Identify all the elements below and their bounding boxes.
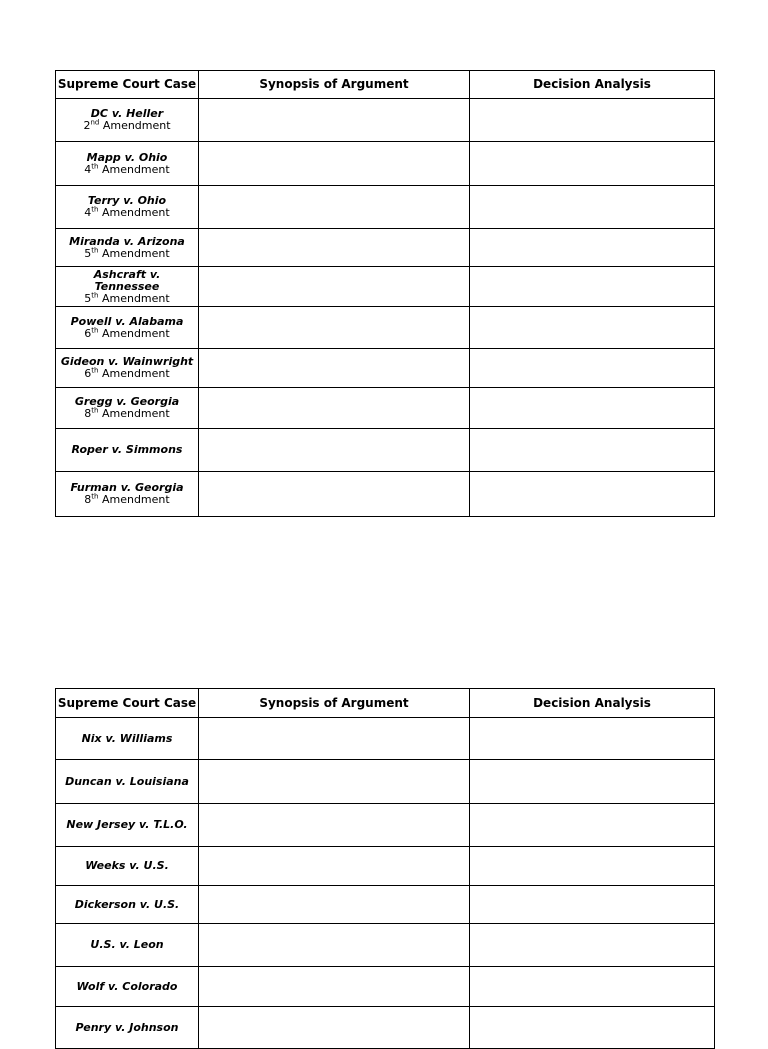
synopsis-cell[interactable] bbox=[199, 967, 470, 1007]
synopsis-cell[interactable] bbox=[199, 349, 470, 388]
case-name: Gregg v. Georgia bbox=[74, 395, 180, 408]
table-row bbox=[56, 847, 715, 886]
header-case: Supreme Court Case bbox=[56, 71, 199, 99]
case-cell bbox=[56, 186, 199, 229]
decision-cell[interactable] bbox=[470, 886, 715, 924]
amendment-label: 5th Amendment bbox=[84, 245, 170, 260]
table-row bbox=[56, 718, 715, 760]
case-name: U.S. v. Leon bbox=[90, 938, 164, 951]
synopsis-cell[interactable] bbox=[199, 142, 470, 186]
decision-cell[interactable] bbox=[470, 429, 715, 472]
amendment-label: 6th Amendment bbox=[84, 325, 170, 340]
case-cell bbox=[56, 388, 199, 429]
case-name: Roper v. Simmons bbox=[71, 443, 183, 456]
synopsis-cell[interactable] bbox=[199, 186, 470, 229]
case-name: Terry v. Ohio bbox=[87, 194, 167, 207]
case-cell bbox=[56, 229, 199, 267]
decision-cell[interactable] bbox=[470, 804, 715, 847]
synopsis-cell[interactable] bbox=[199, 307, 470, 349]
table-row bbox=[56, 886, 715, 924]
synopsis-cell[interactable] bbox=[199, 760, 470, 804]
case-table-2 bbox=[55, 688, 715, 1049]
case-name: Dickerson v. U.S. bbox=[74, 897, 180, 911]
case-cell bbox=[56, 1007, 199, 1049]
table-row bbox=[56, 99, 715, 142]
table-row bbox=[56, 967, 715, 1007]
table-row bbox=[56, 760, 715, 804]
case-cell bbox=[56, 886, 199, 924]
header-decision: Decision Analysis bbox=[470, 689, 715, 718]
case-table-1 bbox=[55, 70, 715, 517]
table-row bbox=[56, 388, 715, 429]
header-synopsis: Synopsis of Argument bbox=[199, 71, 470, 99]
decision-cell[interactable] bbox=[470, 718, 715, 760]
synopsis-cell[interactable] bbox=[199, 804, 470, 847]
case-cell bbox=[56, 307, 199, 349]
case-name: Gideon v. Wainwright bbox=[60, 355, 194, 368]
header-decision: Decision Analysis bbox=[470, 71, 715, 99]
case-name: Weeks v. U.S. bbox=[85, 859, 169, 872]
header-case: Supreme Court Case bbox=[56, 689, 199, 718]
case-cell bbox=[56, 349, 199, 388]
case-cell bbox=[56, 760, 199, 804]
decision-cell[interactable] bbox=[470, 1007, 715, 1049]
case-cell bbox=[56, 472, 199, 517]
decision-cell[interactable] bbox=[470, 388, 715, 429]
case-cell bbox=[56, 429, 199, 472]
table-row bbox=[56, 924, 715, 967]
table-row bbox=[56, 307, 715, 349]
case-name: Penry v. Johnson bbox=[75, 1020, 179, 1034]
amendment-label: 4th Amendment bbox=[84, 161, 170, 176]
decision-cell[interactable] bbox=[470, 760, 715, 804]
amendment-label: 6th Amendment bbox=[84, 366, 170, 380]
decision-cell[interactable] bbox=[470, 472, 715, 517]
decision-cell[interactable] bbox=[470, 267, 715, 307]
table-row bbox=[56, 142, 715, 186]
case-name: Duncan v. Louisiana bbox=[65, 774, 189, 788]
case-name: Furman v. Georgia bbox=[70, 481, 184, 494]
decision-cell[interactable] bbox=[470, 142, 715, 186]
table-row bbox=[56, 472, 715, 517]
case-cell bbox=[56, 847, 199, 886]
decision-cell[interactable] bbox=[470, 307, 715, 349]
table-row bbox=[56, 229, 715, 267]
case-cell bbox=[56, 99, 199, 142]
decision-cell[interactable] bbox=[470, 349, 715, 388]
decision-cell[interactable] bbox=[470, 186, 715, 229]
case-name: Ashcraft v. Tennessee bbox=[93, 267, 161, 293]
amendment-label: 2nd Amendment bbox=[83, 118, 171, 132]
case-cell bbox=[56, 967, 199, 1007]
table-row bbox=[56, 804, 715, 847]
amendment-label: 8th Amendment bbox=[84, 406, 170, 420]
table-row bbox=[56, 186, 715, 229]
header-row bbox=[56, 689, 715, 718]
case-name: DC v. Heller bbox=[90, 107, 164, 120]
synopsis-cell[interactable] bbox=[199, 99, 470, 142]
synopsis-cell[interactable] bbox=[199, 886, 470, 924]
table-row bbox=[56, 349, 715, 388]
table-row bbox=[56, 267, 715, 307]
synopsis-cell[interactable] bbox=[199, 229, 470, 267]
case-cell bbox=[56, 718, 199, 760]
case-name: Mapp v. Ohio bbox=[86, 150, 168, 164]
case-name: Miranda v. Arizona bbox=[69, 234, 185, 248]
case-name: Powell v. Alabama bbox=[70, 314, 184, 328]
amendment-label: 5th Amendment bbox=[84, 290, 170, 305]
synopsis-cell[interactable] bbox=[199, 388, 470, 429]
decision-cell[interactable] bbox=[470, 924, 715, 967]
case-cell bbox=[56, 267, 199, 307]
decision-cell[interactable] bbox=[470, 229, 715, 267]
amendment-label: 8th Amendment bbox=[84, 492, 170, 506]
decision-cell[interactable] bbox=[470, 967, 715, 1007]
decision-cell[interactable] bbox=[470, 99, 715, 142]
case-name: New Jersey v. T.L.O. bbox=[66, 818, 188, 831]
synopsis-cell[interactable] bbox=[199, 267, 470, 307]
table-row bbox=[56, 1007, 715, 1049]
synopsis-cell[interactable] bbox=[199, 429, 470, 472]
amendment-label: 4th Amendment bbox=[84, 205, 170, 219]
table-row bbox=[56, 429, 715, 472]
case-name: Wolf v. Colorado bbox=[76, 979, 178, 993]
synopsis-cell[interactable] bbox=[199, 1007, 470, 1049]
synopsis-cell[interactable] bbox=[199, 718, 470, 760]
synopsis-cell[interactable] bbox=[199, 847, 470, 886]
case-cell bbox=[56, 804, 199, 847]
synopsis-cell[interactable] bbox=[199, 924, 470, 967]
case-cell bbox=[56, 924, 199, 967]
header-row bbox=[56, 71, 715, 99]
header-synopsis: Synopsis of Argument bbox=[199, 689, 470, 718]
synopsis-cell[interactable] bbox=[199, 472, 470, 517]
case-name: Nix v. Williams bbox=[81, 731, 173, 745]
case-cell bbox=[56, 142, 199, 186]
decision-cell[interactable] bbox=[470, 847, 715, 886]
